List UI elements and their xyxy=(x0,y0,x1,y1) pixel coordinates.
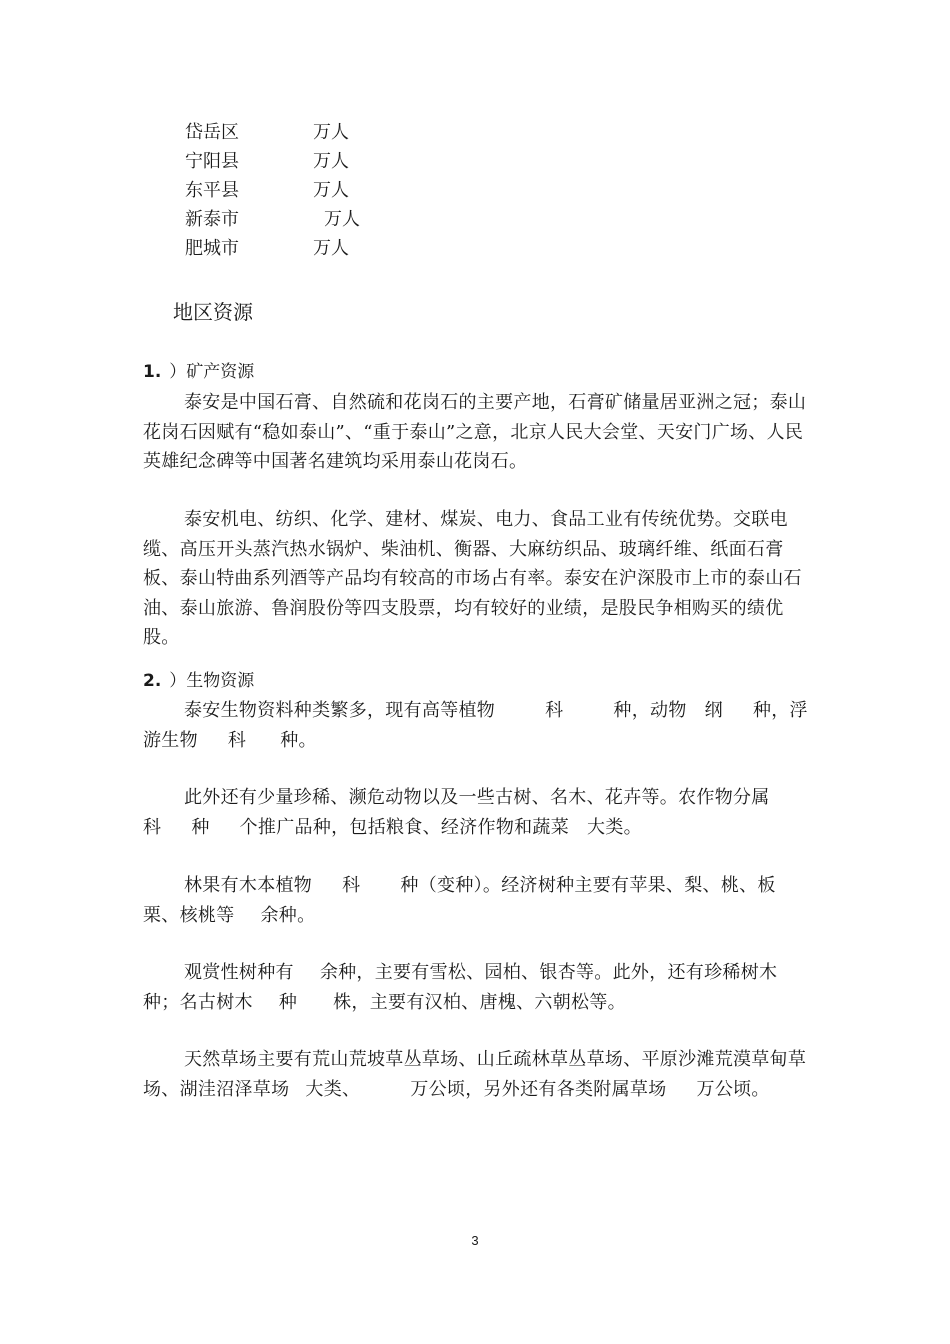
text-fragment: 科 xyxy=(227,729,247,751)
text-fragment: 科 xyxy=(545,700,564,721)
population-unit: 万人 xyxy=(313,238,349,259)
text-fragment: 种 xyxy=(191,816,210,838)
district-name: 新泰市 xyxy=(185,209,239,230)
page-number: 3 xyxy=(471,1233,479,1248)
population-row xyxy=(185,234,445,263)
text-fragment: 种（变种）。经济树种主要有苹果、梨、桃、板栗、核桃等 xyxy=(143,875,776,926)
text-fragment: 余种，主要有雪松、园柏、银杏等。此外，还有珍稀树木 xyxy=(319,962,778,983)
paragraph-bio-1 xyxy=(143,696,811,755)
population-unit: 万人 xyxy=(313,151,349,172)
text-fragment: 株，主要有汉柏、唐槐、六朝松等。 xyxy=(333,991,626,1013)
paragraph-bio-2 xyxy=(143,783,811,842)
paragraph-mineral-1: 泰安是中国石膏、自然硫和花岗石的主要产地，石膏矿储量居亚洲之冠；泰山花岗石因赋有“稳如泰山”、“重于泰山”之意，北京人民大会堂、天安门广场、人民英雄纪念碑等中国著名建筑均采用泰山花岗石。 xyxy=(143,392,807,472)
text-fragment: 大类、 xyxy=(305,1078,361,1100)
district-name: 宁阳县 xyxy=(185,151,239,172)
text-fragment: 余种。 xyxy=(260,904,316,926)
paragraph-bio-5 xyxy=(143,1045,811,1104)
subsection-number: 1. xyxy=(143,362,162,382)
population-row xyxy=(185,118,445,147)
population-row xyxy=(185,147,445,176)
section-title: 地区资源 xyxy=(173,300,253,324)
text-fragment: 种。 xyxy=(280,729,317,751)
text-fragment: 纲 xyxy=(704,700,723,721)
text-fragment: 种，浮游生物 xyxy=(143,700,808,751)
subsection-label: ）矿产资源 xyxy=(169,362,255,382)
text-fragment: 大类。 xyxy=(587,816,642,838)
text-fragment: 科 xyxy=(143,816,162,838)
subsection-number: 2. xyxy=(143,671,162,691)
paragraph-bio-3 xyxy=(143,871,811,930)
text-fragment: 科 xyxy=(342,875,361,896)
paragraph-mineral-2: 泰安机电、纺织、化学、建材、煤炭、电力、食品工业有传统优势。交联电缆、高压开头蒸汽热水锅炉、柴油机、衡器、大麻纺织品、玻璃纤维、纸面石膏板、泰山特曲系列酒等产品均有较高的市场占有率。泰安在沪深股市上市的泰山石油、泰山旅游、鲁润股份等四支股票，均有较好的业绩，是股民争相购买的绩优股。 xyxy=(143,509,802,648)
text-fragment: 泰安生物资料种类繁多，现有高等植物 xyxy=(184,700,496,721)
subsection-heading-mineral xyxy=(143,357,254,382)
district-name: 东平县 xyxy=(185,180,239,201)
population-row xyxy=(185,205,445,234)
district-name: 岱岳区 xyxy=(185,122,239,143)
district-name: 肥城市 xyxy=(185,238,239,259)
subsection-label: ）生物资源 xyxy=(169,671,255,691)
text-fragment: 个推广品种，包括粮食、经济作物和蔬菜 xyxy=(239,816,570,838)
population-row xyxy=(185,176,445,205)
subsection-heading-bio xyxy=(143,666,254,691)
text-fragment: 种 xyxy=(278,991,298,1013)
population-unit: 万人 xyxy=(324,209,360,230)
text-fragment: 观赏性树种有 xyxy=(184,962,294,983)
population-unit: 万人 xyxy=(313,180,349,201)
text-fragment: 万公顷，另外还有各类附属草场 xyxy=(410,1078,667,1100)
text-fragment: 种；名古树木 xyxy=(143,991,253,1013)
paragraph-bio-4 xyxy=(143,958,811,1017)
population-unit: 万人 xyxy=(313,122,349,143)
text-fragment: 此外还有少量珍稀、濒危动物以及一些古树、名木、花卉等。农作物分属 xyxy=(184,787,770,808)
text-fragment: 林果有木本植物 xyxy=(184,875,313,896)
text-fragment: 种，动物 xyxy=(613,700,687,721)
text-fragment: 万公顷。 xyxy=(696,1078,770,1100)
text-fragment: 天然草场主要有荒山荒坡草丛草场、山丘疏林草丛草场、平原沙滩荒漠草甸草场、湖洼沼泽草场 xyxy=(143,1049,807,1100)
